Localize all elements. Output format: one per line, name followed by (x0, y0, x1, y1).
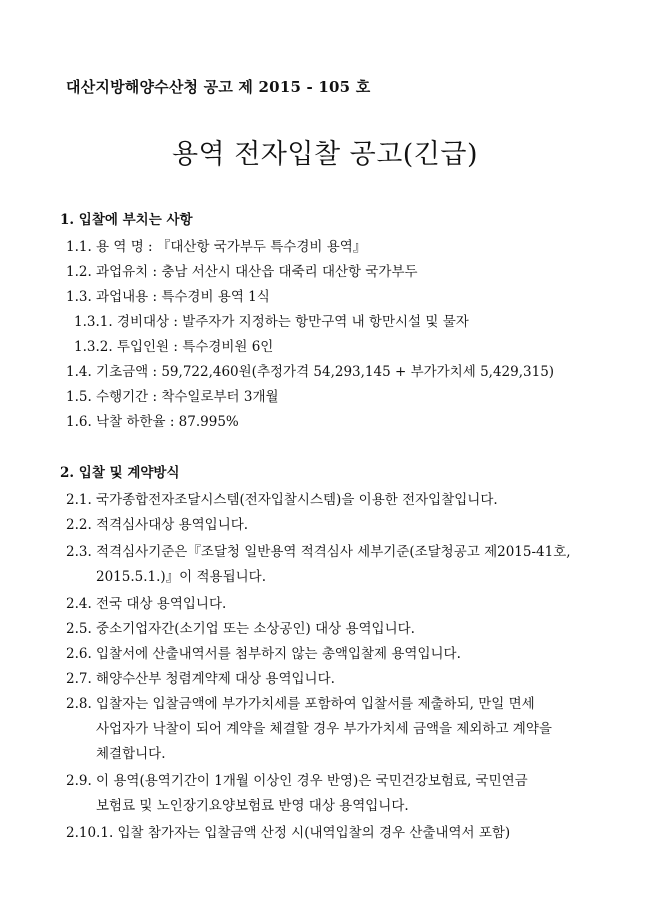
item-2-7: 2.7. 해양수산부 청렴계약제 대상 용역입니다. (66, 671, 335, 687)
item-2-5: 2.5. 중소기업자간(소기업 또는 소상공인) 대상 용역입니다. (66, 621, 415, 637)
item-2-9: 2.9. 이 용역(용역기간이 1개월 이상인 경우 반영)은 국민건강보험료, 국민연금 (66, 773, 528, 789)
item-1-3-content: 1.3. 과업내용 : 특수경비 용역 1식 (66, 289, 270, 305)
section-heading-1: 1. 입찰에 부치는 사항 (60, 212, 193, 228)
item-2-9-continued: 보험료 및 노인장기요양보험료 반영 대상 용역입니다. (96, 798, 409, 814)
item-2-3: 2.3. 적격심사기준은『조달청 일반용역 적격심사 세부기준(조달청공고 제2015-41호, (66, 544, 571, 560)
item-1-6-lower-limit: 1.6. 낙찰 하한율 : 87.995% (66, 414, 239, 430)
item-1-3-2-personnel: 1.3.2. 투입인원 : 특수경비원 6인 (74, 339, 274, 355)
item-2-4: 2.4. 전국 대상 용역입니다. (66, 596, 227, 612)
item-2-1: 2.1. 국가종합전자조달시스템(전자입찰시스템)을 이용한 전자입찰입니다. (66, 492, 498, 508)
section-heading-2: 2. 입찰 및 계약방식 (60, 465, 180, 481)
item-2-8-continued-1: 사업자가 낙찰이 되어 계약을 체결할 경우 부가가치세 금액을 제외하고 계약을 (96, 721, 552, 737)
item-2-3-continued: 2015.5.1.)』이 적용됩니다. (96, 569, 267, 585)
page-title: 용역 전자입찰 공고(긴급) (171, 139, 479, 170)
item-1-4-base-amount: 1.4. 기초금액 : 59,722,460원(추정가격 54,293,145 + 부가가치세 5,429,315) (66, 364, 555, 380)
item-1-2-location: 1.2. 과업유치 : 충남 서산시 대산읍 대죽리 대산항 국가부두 (66, 264, 418, 280)
item-1-1-service-name: 1.1. 용 역 명 : 『대산항 국가부두 특수경비 용역』 (66, 239, 367, 255)
item-2-6: 2.6. 입찰서에 산출내역서를 첨부하지 않는 총액입찰제 용역입니다. (66, 646, 461, 662)
item-2-2: 2.2. 적격심사대상 용역입니다. (66, 517, 249, 533)
item-2-10-1: 2.10.1. 입찰 참가자는 입찰금액 산정 시(내역입찰의 경우 산출내역서 포함) (66, 825, 511, 841)
item-2-8: 2.8. 입찰자는 입찰금액에 부가가치세를 포함하여 입찰서를 제출하되, 만일 면세 (66, 696, 535, 712)
item-2-8-continued-2: 체결합니다. (96, 746, 166, 762)
notice-number: 대산지방해양수산청 공고 제 2015 - 105 호 (66, 78, 371, 96)
item-1-5-period: 1.5. 수행기간 : 착수일로부터 3개월 (66, 389, 279, 405)
item-1-3-1-target: 1.3.1. 경비대상 : 발주자가 지정하는 항만구역 내 항만시설 및 물자 (74, 314, 469, 330)
